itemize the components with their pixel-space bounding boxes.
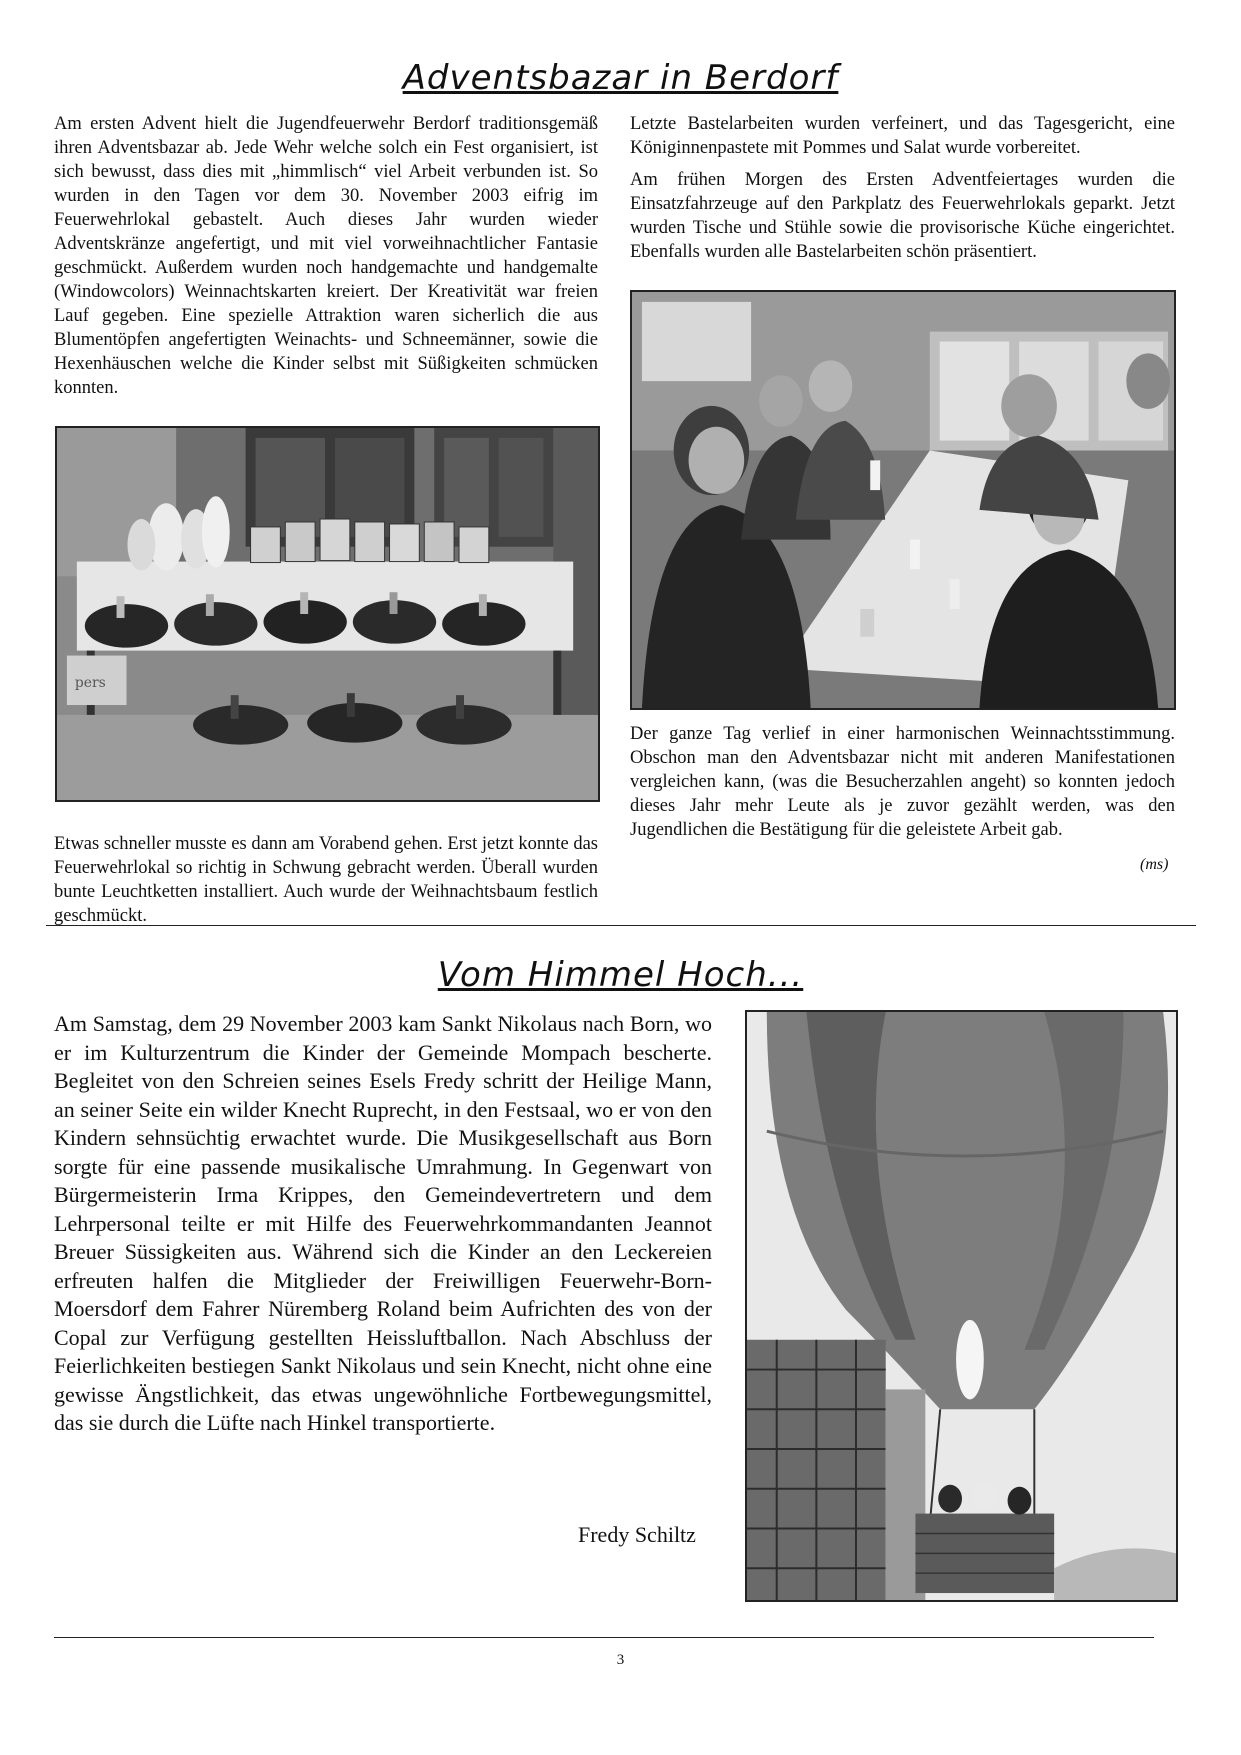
article2-author: Fredy Schiltz bbox=[578, 1522, 696, 1547]
article1-paragraph-5: Der ganze Tag verlief in einer harmonischen Weinnachtsstimmung. Obschon man den Adventsbazar nicht mit anderen Manifestationen vergleichen kann, (was die Besucherzahlen angeht) so konnten jedoch dieses Jahr mehr Leute als je zuvor gezählt werden, was den Jugendlichen die Bestätigung für die geleistete Arbeit gab. bbox=[630, 724, 1175, 840]
photo-advent-wreaths-table bbox=[55, 426, 600, 802]
article1-paragraph-3: Letzte Bastelarbeiten wurden verfeinert, und das Tagesgericht, eine Königinnenpastete mit Pommes und Salat wurde vorbereitet. bbox=[630, 114, 1175, 158]
box-label: pers bbox=[74, 675, 106, 692]
article1-paragraph-4: Am frühen Morgen des Ersten Adventfeiertages wurden die Einsatzfahrzeuge auf den Parkplatz des Feuerwehrlokals geparkt. Jetzt wurden Tische und Stühle sowie die provisorische Küche eingerichtet. Ebenfalls wurden alle Bastelarbeiten schön präsentiert. bbox=[630, 170, 1175, 262]
footer-divider bbox=[54, 1637, 1154, 1638]
article2-paragraph-1: Am Samstag, dem 29 November 2003 kam Sankt Nikolaus nach Born, wo er im Kulturzentrum die Kinder der Gemeinde Mompach bescherte. Begleitet von den Schreien seines Esels Fredy schritt der Heilige Mann, an seiner Seite ein wilder Knecht Ruprecht, in den Festsaal, wo er von den Kindern sehnsüchtig erwachtet wurde. Die Musikgesellschaft aus Born sorgte für eine passende musikalische Umrahmung. In Gegenwart von Bürgermeisterin Irma Krippes, den Gemeindevertretern und dem Lehrpersonal teilte er mit Hilfe des Feuerwehrkommandanten Jeannot Breuer Süssigkeiten aus. Während sich die Kinder an den Leckereien erfreuten halfen die Mitglieder der Freiwilligen Feuerwehr-Born-Moersdorf dem Fahrer Nüremberg Roland beim Aufrichten des von der Copal zur Verfügung gestellten Heissluftballon. Nach Abschluss der Feierlichkeiten bestiegen Sankt Nikolaus und sein Knecht, nicht ohne eine gewisse Ängstlichkeit, das etwas ungewöhnliche Fortbewegungsmittel, das sie durch die Lüfte nach Hinkel transportierte. bbox=[54, 1011, 712, 1435]
article1-paragraph-1: Am ersten Advent hielt die Jugendfeuerwehr Berdorf traditionsgemäß ihren Adventsbazar ab. Jede Wehr welche solch ein Fest organisiert, ist sich bewusst, dass dies mit „himmlisch“ viel Arbeit verbunden ist. So wurden in den Tagen vor dem 30. November 2003 eifrig im Feuerwehrlokal gebastelt. Auch dieses Jahr wurden wieder Adventskränze angefertigt, und mit viel vorweihnachtlicher Fantasie geschmückt. Außerdem wurden noch handgemachte und handgemalte (Windowcolors) Weinnachtskarten kreiert. Der Kreativität war freien Lauf gegeben. Eine spezielle Attraktion waren sicherlich die aus Blumentöpfen angefertigten Weinachts- und Schneemänner, sowie die Hexenhäuschen welche die Kinder selbst mit Süßigkeiten schmücken konnten. bbox=[54, 114, 598, 398]
article2-title: Vom Himmel Hoch... bbox=[437, 955, 804, 995]
section-divider bbox=[46, 925, 1196, 926]
article1-title: Adventsbazar in Berdorf bbox=[402, 58, 839, 98]
photo-people-at-table bbox=[630, 290, 1176, 710]
article1-credit: (ms) bbox=[1140, 856, 1169, 873]
page-number: 3 bbox=[616, 1652, 625, 1668]
article1-paragraph-2: Etwas schneller musste es dann am Vorabend gehen. Erst jetzt konnte das Feuerwehrlokal so richtig in Schwung gebracht werden. Überall wurden bunte Leuchtketten installiert. Auch wurde der Weihnachtsbaum festlich geschmückt. bbox=[54, 834, 598, 926]
photo-hot-air-balloon bbox=[745, 1010, 1178, 1602]
